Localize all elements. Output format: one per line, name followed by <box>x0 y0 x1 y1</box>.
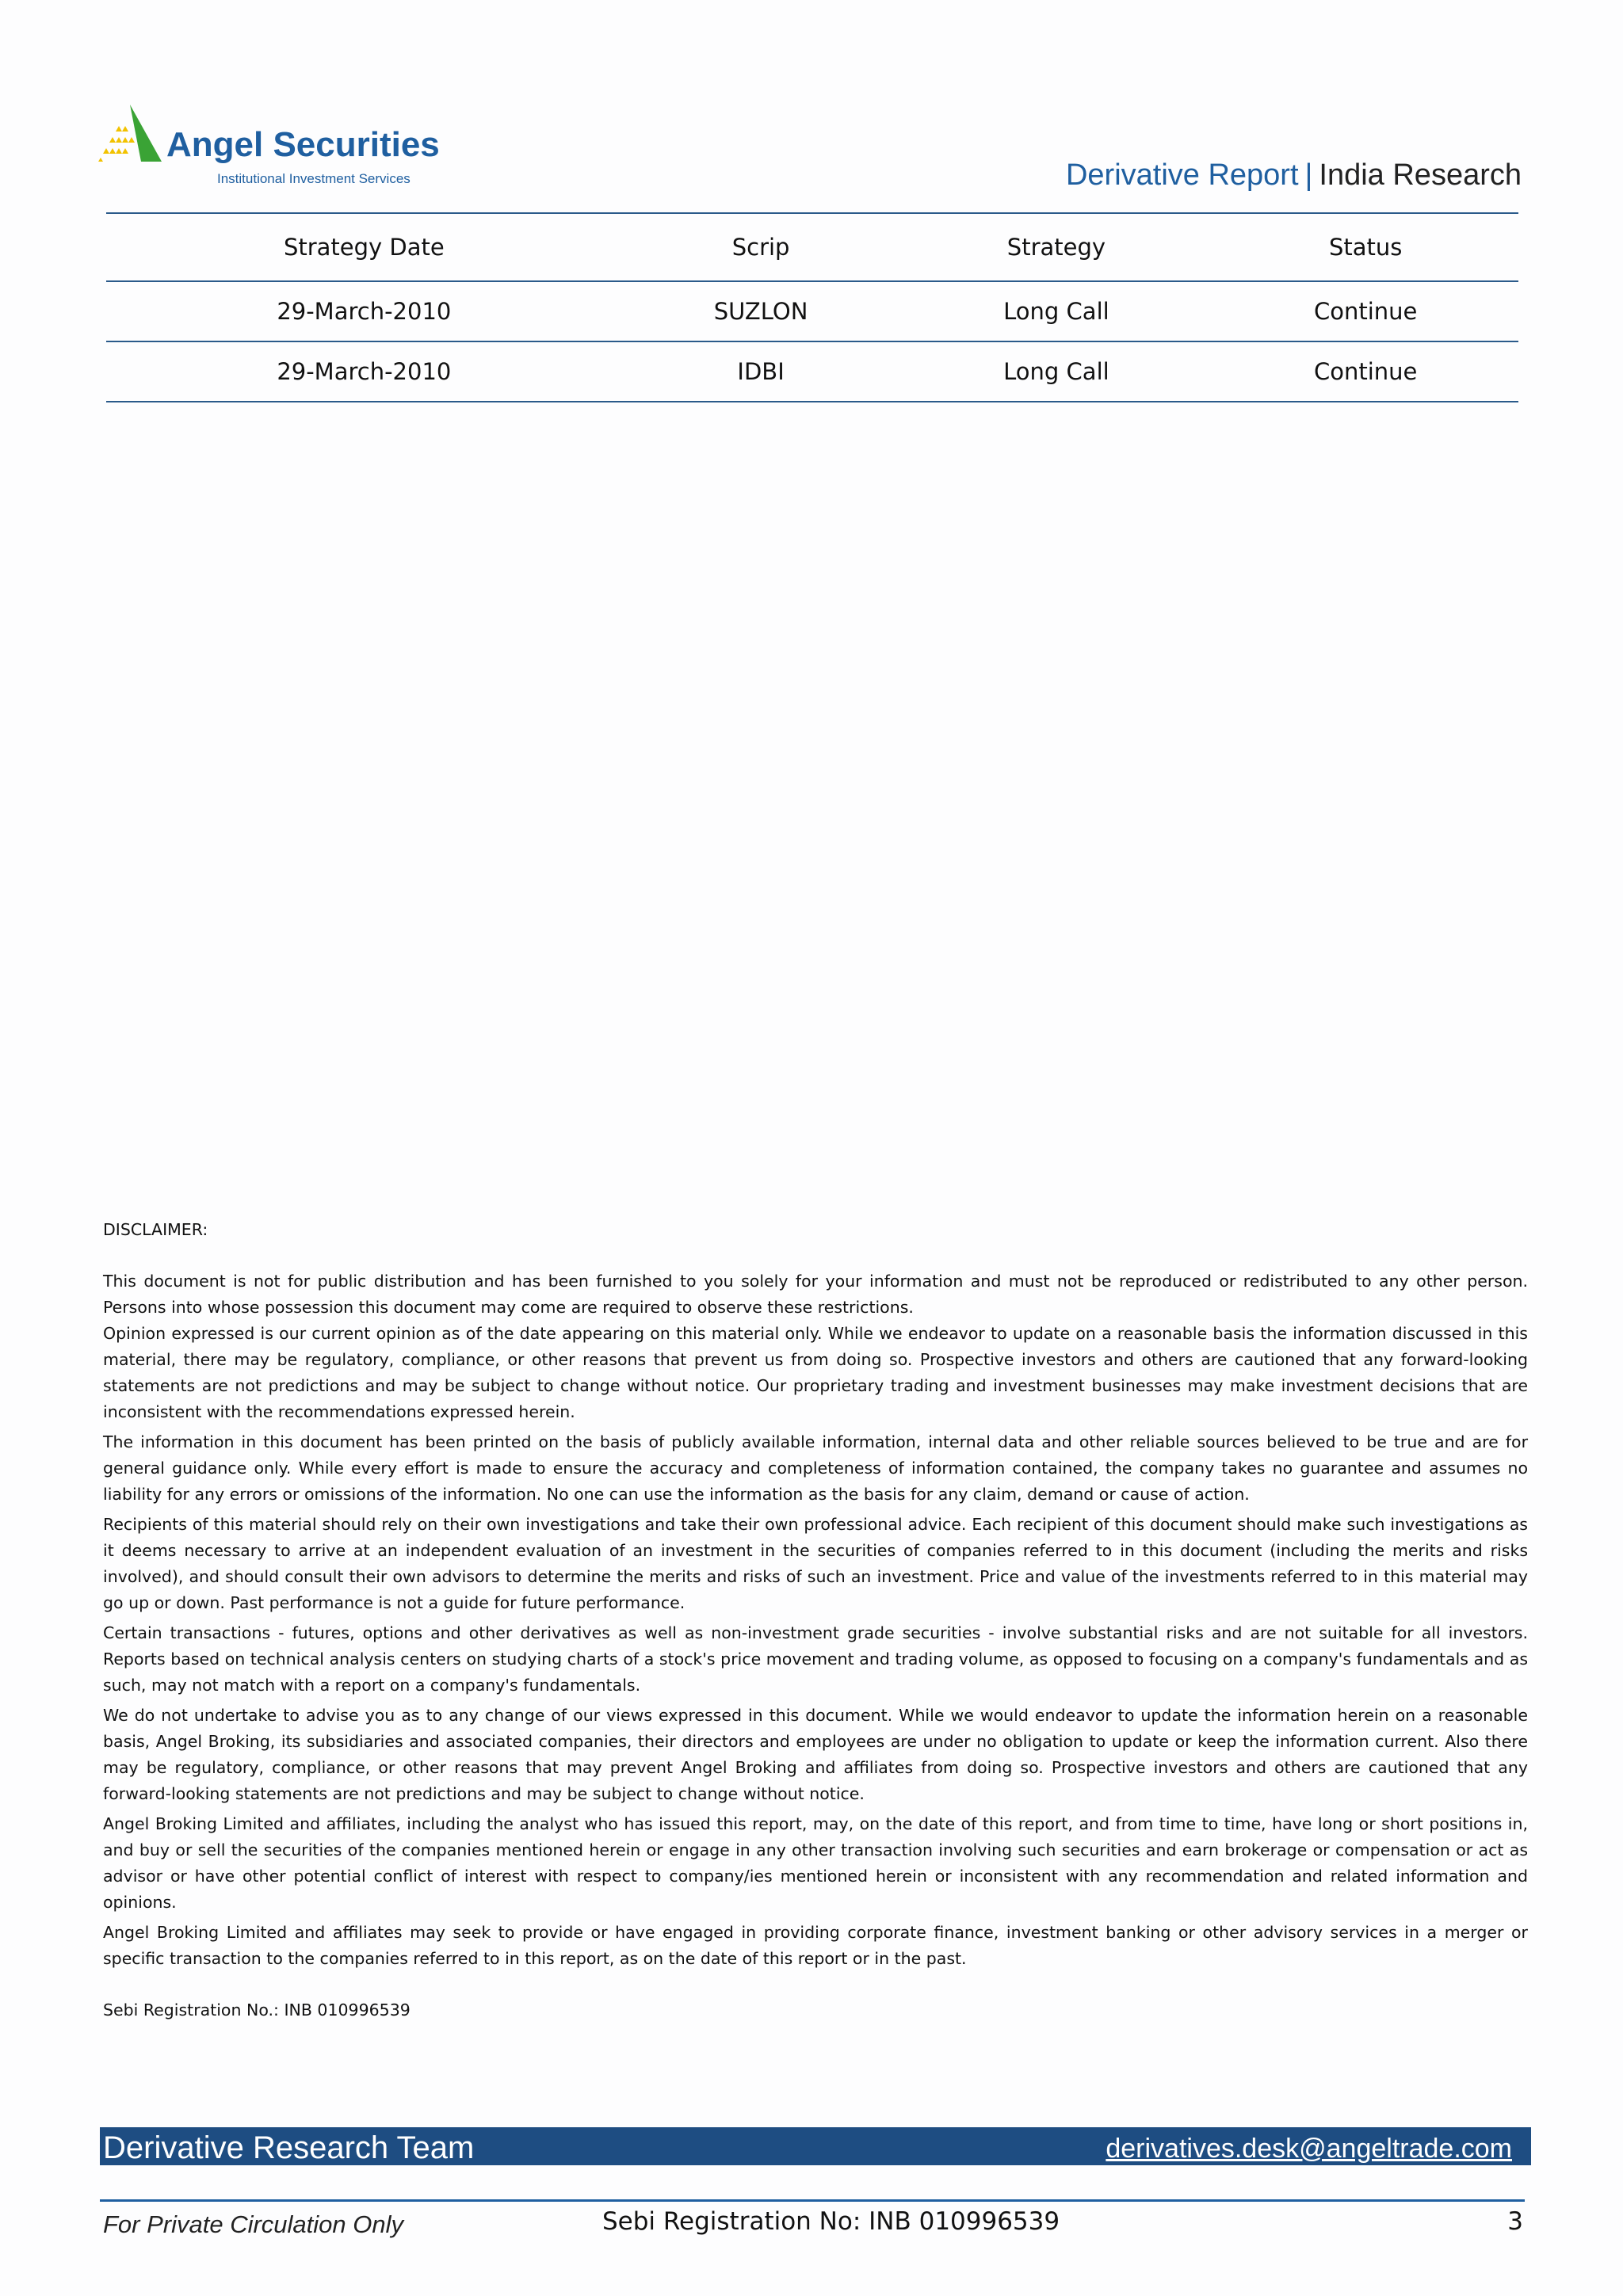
disclaimer-paragraph: Certain transactions - futures, options and other derivatives as well as non-investment grade securities - involve substantial risks and are not suitable for all investors. Reports based on technical analysis centers on studying charts of a stock's price movement and trading volume, as opposed to focusing on a company's fundamentals and as such, may not match with a report on a company's fundamentals. <box>103 1623 1528 1695</box>
column-header-strategy: Strategy <box>900 213 1213 281</box>
disclaimer-paragraph: We do not undertake to advise you as to any change of our views expressed in this document. While we would endeavor to update the information herein on a reasonable basis, Angel Broking, its subsidiaries and associated companies, their directors and employees are under no obligation to update or keep the information current. Also there may be regulatory, compliance, or other reasons that may prevent Angel Broking and affiliates from doing so. Prospective investors and others are cautioned that any forward-looking statements are not predictions and may be subject to change without notice. <box>103 1706 1528 1803</box>
disclaimer-paragraph: The information in this document has been printed on the basis of publicly available information, internal data and other reliable sources believed to be true and are for general guidance only. While every effort is made to ensure the accuracy and completeness of information contained, the company takes no guarantee and assumes no liability for any errors or omissions of the information. No one can use the information as the basis for any claim, demand or cause of action. <box>103 1432 1528 1504</box>
disclaimer-paragraph: Angel Broking Limited and affiliates, including the analyst who has issued this report, may, on the date of this report, and from time to time, have long or short positions in, and buy or sell the securities of the companies mentioned herein or engage in any other transaction involving such securities and earn brokerage or compensation or act as advisor or have other potential conflict of interest with respect to company/ies mentioned herein or inconsistent with any recommendation and related information and opinions. <box>103 1814 1528 1912</box>
logo-name: Angel Securities <box>166 125 440 164</box>
column-header-status: Status <box>1212 213 1518 281</box>
title-separator: | <box>1304 158 1313 192</box>
cell-status: Continue <box>1212 281 1518 341</box>
disclaimer-paragraph: Opinion expressed is our current opinion as of the date appearing on this material only. While we endeavor to update on a reasonable basis the information discussed in this material, there may be regulatory, compliance, or other reasons that prevent us from doing so. Prospective investors and others are cautioned that any forward-looking statements are not predictions and may be subject to change without notice. Our proprietary trading and investment businesses may make investment decisions that are inconsistent with the recommendations expressed herein. <box>103 1324 1528 1421</box>
disclaimer-paragraph: Recipients of this material should rely on their own investigations and take their own professional advice. Each recipient of this document should make such investigations as it deems necessary to arrive at an independent evaluation of an investment in the securities of companies referred to in this document (including the merits and risks involved), and should consult their own advisors to determine the merits and risks of such an investment. Price and value of the investments referred to in this material may go up or down. Past performance is not a guide for future performance. <box>103 1515 1528 1612</box>
table-row <box>106 281 1518 341</box>
strategy-table <box>106 212 1518 402</box>
cell-strategy: Long Call <box>900 281 1213 341</box>
disclaimer-title: DISCLAIMER: <box>103 1220 208 1239</box>
table-row <box>106 341 1518 402</box>
cell-strategy: Long Call <box>900 341 1213 402</box>
department-name: India Research <box>1319 158 1522 192</box>
page-header <box>0 0 1623 198</box>
logo-triangle-icon <box>98 105 162 162</box>
footer-team-bar <box>100 2127 1531 2165</box>
footer-divider <box>100 2199 1525 2202</box>
disclaimer-paragraph: Angel Broking Limited and affiliates may seek to provide or have engaged in providing corporate finance, investment banking or other advisory services in a merger or specific transaction to the companies referred to in this report, as on the date of this report or in the past. <box>103 1923 1528 1968</box>
circulation-note: For Private Circulation Only <box>103 2210 404 2238</box>
report-title <box>1066 158 1522 193</box>
table-header-row <box>106 213 1518 281</box>
disclaimer-paragraph: This document is not for public distribution and has been furnished to you solely for your information and must not be reproduced or redistributed to any other person. Persons into whose possession this document may come are required to observe these restrictions. <box>103 1272 1528 1317</box>
disclaimer-section <box>103 1217 1528 2023</box>
cell-strategy-date: 29-March-2010 <box>106 281 622 341</box>
column-header-strategy-date: Strategy Date <box>106 213 622 281</box>
page-number: 3 <box>1507 2207 1523 2236</box>
cell-scrip: IDBI <box>622 341 900 402</box>
cell-status: Continue <box>1212 341 1518 402</box>
report-type: Derivative Report <box>1065 158 1299 192</box>
sebi-registration: Sebi Registration No.: INB 010996539 <box>103 2000 411 2019</box>
cell-scrip: SUZLON <box>622 281 900 341</box>
email-link[interactable]: derivatives.desk@angeltrade.com <box>1106 2134 1512 2164</box>
logo-tagline: Institutional Investment Services <box>217 171 411 186</box>
cell-strategy-date: 29-March-2010 <box>106 341 622 402</box>
team-name: Derivative Research Team <box>103 2130 475 2165</box>
footer-sebi-registration: Sebi Registration No: INB 010996539 <box>602 2207 1060 2236</box>
column-header-scrip: Scrip <box>622 213 900 281</box>
